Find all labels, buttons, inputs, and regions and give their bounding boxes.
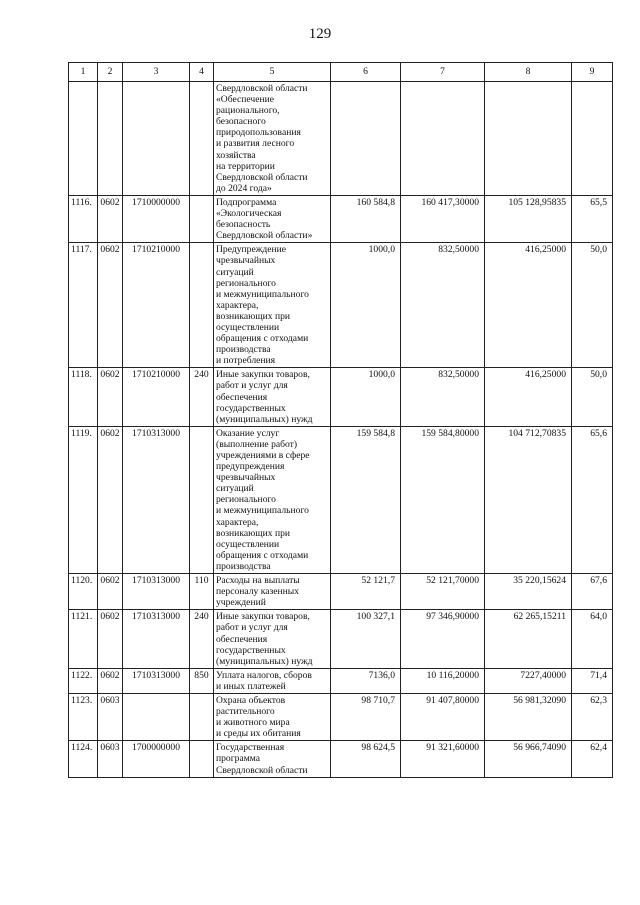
expense-type-code: 850 [190, 668, 214, 693]
section-code: 0603 [98, 693, 123, 740]
target-article-code: 1710000000 [123, 195, 190, 242]
plan-amount: 1000,0 [331, 243, 401, 368]
expense-type-code [190, 82, 214, 196]
row-number: 1124. [69, 741, 98, 777]
section-code: 0602 [98, 243, 123, 368]
target-article-code [123, 693, 190, 740]
executed-amount: 416,25000 [485, 243, 572, 368]
execution-percent: 67,6 [572, 574, 613, 610]
target-article-code: 1700000000 [123, 741, 190, 777]
target-article-code: 1710210000 [123, 368, 190, 426]
section-code: 0602 [98, 195, 123, 242]
table-row [69, 426, 613, 573]
budget-table [68, 62, 613, 778]
row-number: 1116. [69, 195, 98, 242]
expense-type-code [190, 243, 214, 368]
column-header: 1 [69, 63, 98, 82]
target-article-code: 1710313000 [123, 574, 190, 610]
executed-amount: 35 220,15624 [485, 574, 572, 610]
table-row [69, 243, 613, 368]
row-number: 1123. [69, 693, 98, 740]
plan-amount: 100 327,1 [331, 610, 401, 668]
target-article-code: 1710313000 [123, 668, 190, 693]
execution-percent: 64,0 [572, 610, 613, 668]
execution-percent: 65,5 [572, 195, 613, 242]
executed-amount: 105 128,95835 [485, 195, 572, 242]
target-article-code: 1710210000 [123, 243, 190, 368]
executed-amount: 7227,40000 [485, 668, 572, 693]
column-header: 2 [98, 63, 123, 82]
table-row [69, 693, 613, 740]
plan-amount [331, 82, 401, 196]
item-name: Иные закупки товаров, работ и услуг для обеспечения государственных (муниципальных) нужд [214, 368, 331, 426]
row-number: 1117. [69, 243, 98, 368]
plan-amount: 52 121,7 [331, 574, 401, 610]
page-number: 129 [308, 26, 332, 42]
row-number: 1121. [69, 610, 98, 668]
section-code: 0603 [98, 741, 123, 777]
section-code: 0602 [98, 668, 123, 693]
row-number [69, 82, 98, 196]
row-number: 1118. [69, 368, 98, 426]
expense-type-code [190, 693, 214, 740]
table-row [69, 668, 613, 693]
refined-amount: 159 584,80000 [401, 426, 485, 573]
row-number: 1119. [69, 426, 98, 573]
refined-amount: 160 417,30000 [401, 195, 485, 242]
section-code [98, 82, 123, 196]
item-name: Расходы на выплаты персоналу казенных учреждений [214, 574, 331, 610]
expense-type-code: 110 [190, 574, 214, 610]
execution-percent: 62,4 [572, 741, 613, 777]
executed-amount: 104 712,70835 [485, 426, 572, 573]
column-header: 6 [331, 63, 401, 82]
refined-amount: 91 407,80000 [401, 693, 485, 740]
column-header: 3 [123, 63, 190, 82]
expense-type-code: 240 [190, 610, 214, 668]
item-name: Охрана объектов растительного и животного мира и среды их обитания [214, 693, 331, 740]
row-number: 1120. [69, 574, 98, 610]
plan-amount: 1000,0 [331, 368, 401, 426]
item-name: Государственная программа Свердловской области [214, 741, 331, 777]
target-article-code: 1710313000 [123, 426, 190, 573]
column-header: 4 [190, 63, 214, 82]
table-row [69, 195, 613, 242]
column-header: 9 [572, 63, 613, 82]
item-name: Оказание услуг (выполнение работ) учреждениями в сфере предупреждения чрезвычайных ситуаций регионального и межмуниципального характера, возникающих при осуществлении обращения с отходами производства [214, 426, 331, 573]
plan-amount: 7136,0 [331, 668, 401, 693]
expense-type-code [190, 195, 214, 242]
executed-amount: 416,25000 [485, 368, 572, 426]
section-code: 0602 [98, 368, 123, 426]
table-row [69, 574, 613, 610]
item-name: Иные закупки товаров, работ и услуг для обеспечения государственных (муниципальных) нужд [214, 610, 331, 668]
refined-amount: 91 321,60000 [401, 741, 485, 777]
refined-amount: 97 346,90000 [401, 610, 485, 668]
refined-amount: 832,50000 [401, 368, 485, 426]
refined-amount: 832,50000 [401, 243, 485, 368]
section-code: 0602 [98, 426, 123, 573]
execution-percent: 62,3 [572, 693, 613, 740]
table-row [69, 82, 613, 196]
execution-percent [572, 82, 613, 196]
execution-percent: 65,6 [572, 426, 613, 573]
column-header: 8 [485, 63, 572, 82]
row-number: 1122. [69, 668, 98, 693]
plan-amount: 159 584,8 [331, 426, 401, 573]
target-article-code: 1710313000 [123, 610, 190, 668]
item-name: Уплата налогов, сборов и иных платежей [214, 668, 331, 693]
item-name: Свердловской области «Обеспечение рационального, безопасного природопользования и развития лесного хозяйства на территории Свердловской области до 2024 года» [214, 82, 331, 196]
refined-amount: 10 116,20000 [401, 668, 485, 693]
table-row [69, 368, 613, 426]
column-header: 7 [401, 63, 485, 82]
execution-percent: 71,4 [572, 668, 613, 693]
executed-amount: 56 966,74090 [485, 741, 572, 777]
section-code: 0602 [98, 574, 123, 610]
item-name: Подпрограмма «Экологическая безопасность Свердловской области» [214, 195, 331, 242]
plan-amount: 98 710,7 [331, 693, 401, 740]
expense-type-code [190, 741, 214, 777]
target-article-code [123, 82, 190, 196]
executed-amount [485, 82, 572, 196]
table-header-row [69, 63, 613, 82]
refined-amount: 52 121,70000 [401, 574, 485, 610]
plan-amount: 160 584,8 [331, 195, 401, 242]
table-row [69, 610, 613, 668]
expense-type-code [190, 426, 214, 573]
execution-percent: 50,0 [572, 368, 613, 426]
column-header: 5 [214, 63, 331, 82]
executed-amount: 62 265,15211 [485, 610, 572, 668]
execution-percent: 50,0 [572, 243, 613, 368]
expense-type-code: 240 [190, 368, 214, 426]
section-code: 0602 [98, 610, 123, 668]
item-name: Предупреждение чрезвычайных ситуаций регионального и межмуниципального характера, возникающих при осуществлении обращения с отходами производства и потребления [214, 243, 331, 368]
refined-amount [401, 82, 485, 196]
executed-amount: 56 981,32090 [485, 693, 572, 740]
plan-amount: 98 624,5 [331, 741, 401, 777]
table-row [69, 741, 613, 777]
